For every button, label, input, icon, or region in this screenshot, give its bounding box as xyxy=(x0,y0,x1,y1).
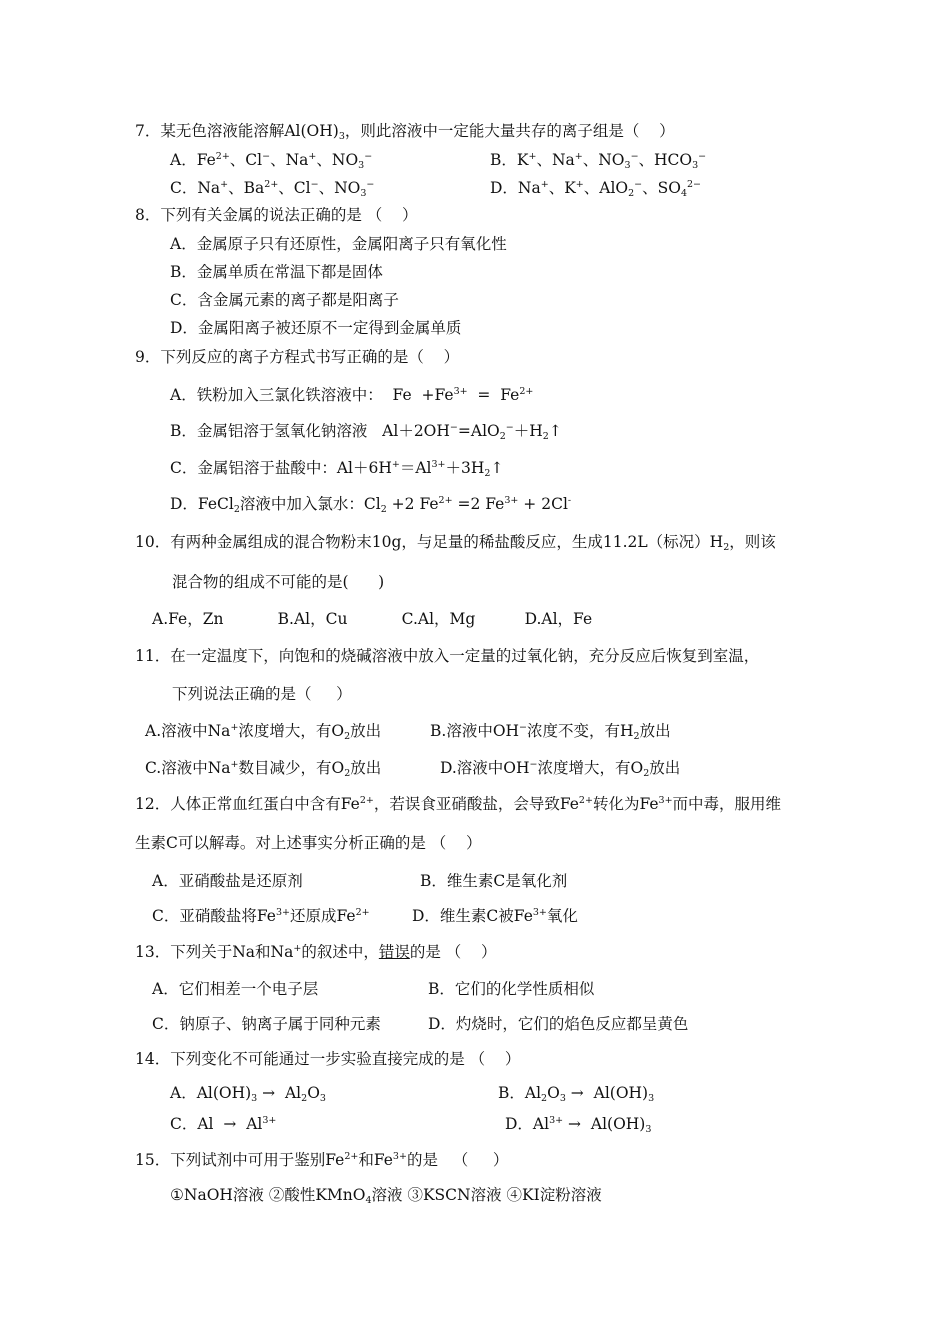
text-line: 8．下列有关金属的说法正确的是 （ ） xyxy=(135,206,418,224)
text-line: A.Fe，Zn B.Al，Cu C.Al，Mg D.Al，Fe xyxy=(152,610,593,628)
text-line: A．$Al(OH)_3 \to Al_2O_3$ xyxy=(170,1084,326,1104)
text-line: D.溶液中OH−浓度增大，有$O_2$放出 xyxy=(440,759,681,779)
text-line: B．$Al_2O_3 \to Al(OH)_3$ xyxy=(498,1084,655,1104)
text-line: C.溶液中Na+数目减少，有$O_2$放出 xyxy=(145,759,382,779)
text-line: A．亚硝酸盐是还原剂 xyxy=(152,872,303,890)
text-line: D．FeCl$_2$溶液中加入氯水：$Cl_2 +2$ $Fe^{2+} =2$ $Fe^{3+} + 2Cl^-$ xyxy=(170,495,572,515)
text-line: B．K+、Na+、$NO_3^-$、$HCO_3^-$ xyxy=(490,151,707,171)
text-line: B．它们的化学性质相似 xyxy=(428,980,595,998)
text-line: 7．某无色溶液能溶解$Al(OH)_3$，则此溶液中一定能大量共存的离子组是（ ） xyxy=(135,122,675,142)
text-line: C．含金属元素的离子都是阳离子 xyxy=(170,291,399,309)
text-line: B.溶液中OH−浓度不变，有$H_2$放出 xyxy=(430,722,671,742)
text-line: ①NaOH溶液 ②酸性KMnO$_4$溶液 ③KSCN溶液 ④KI淀粉溶液 xyxy=(170,1186,602,1206)
text-line: D．灼烧时，它们的焰色反应都呈黄色 xyxy=(428,1015,689,1033)
text-line: C．金属铝溶于盐酸中：$Al+6H^+=Al^{3+}+3H_2↑$ xyxy=(170,459,504,479)
text-line: 10．有两种金属组成的混合物粉末10g，与足量的稀盐酸反应，生成11.2L（标况）$H_2$，则该 xyxy=(135,533,776,553)
text-line: B．维生素C是氧化剂 xyxy=(420,872,568,890)
text-line: C．$Al \to Al^{3+}$ xyxy=(170,1115,277,1133)
text-line: 9．下列反应的离子方程式书写正确的是（ ） xyxy=(135,348,460,366)
text-line: D．金属阳离子被还原不一定得到金属单质 xyxy=(170,319,462,337)
text-line: D．维生素C被$Fe^{3+}$氧化 xyxy=(412,907,578,925)
text-line: 14．下列变化不可能通过一步实验直接完成的是 （ ） xyxy=(135,1050,521,1068)
text-line: 下列说法正确的是（ ） xyxy=(172,685,352,703)
text-line: C．亚硝酸盐将$Fe^{3+}$还原成$Fe^{2+}$ xyxy=(152,907,370,925)
text-line: A．$Fe^{2+}$、Cl−、Na+、$NO_3^-$ xyxy=(170,151,373,171)
text-line: D．$Al^{3+} \to Al(OH)_3$ xyxy=(505,1115,652,1135)
text-line: 11．在一定温度下，向饱和的烧碱溶液中放入一定量的过氧化钠，充分反应后恢复到室温， xyxy=(135,647,760,665)
text-line: 混合物的组成不可能的是( ) xyxy=(172,573,385,591)
text-line: 12．人体正常血红蛋白中含有$Fe^{2+}$，若误食亚硝酸盐，会导致$Fe^{2+}$转化为$Fe^{3+}$而中毒，服用维 xyxy=(135,795,782,813)
text-line: C．钠原子、钠离子属于同种元素 xyxy=(152,1015,381,1033)
text-line: B．金属单质在常温下都是固体 xyxy=(170,263,383,281)
text-line: 13．下列关于Na和Na+的叙述中，错误的是 （ ） xyxy=(135,943,497,961)
text-line: A.溶液中Na+浓度增大，有$O_2$放出 xyxy=(145,722,382,742)
text-line: D．Na+、K+、AlO$_2$−、$SO_4^{2-}$ xyxy=(490,179,702,199)
text-line: A．金属原子只有还原性，金属阳离子只有氧化性 xyxy=(170,235,507,253)
text-line: A．它们相差一个电子层 xyxy=(152,980,319,998)
text-line: B．金属铝溶于氢氧化钠溶液 $Al+2OH^-=AlO_2^-+H_2↑$ xyxy=(170,422,562,442)
text-line: 15．下列试剂中可用于鉴别$Fe^{2+}$和$Fe^{3+}$的是 （ ） xyxy=(135,1151,509,1169)
text-line: A．铁粉加入三氯化铁溶液中： $Fe +Fe^{3+} = Fe^{2+}$ xyxy=(170,386,534,404)
text-line: C．Na+、$Ba^{2+}$、Cl−、$NO_3^-$ xyxy=(170,179,375,199)
text-line: 生素C可以解毒。对上述事实分析正确的是 （ ） xyxy=(135,834,482,852)
